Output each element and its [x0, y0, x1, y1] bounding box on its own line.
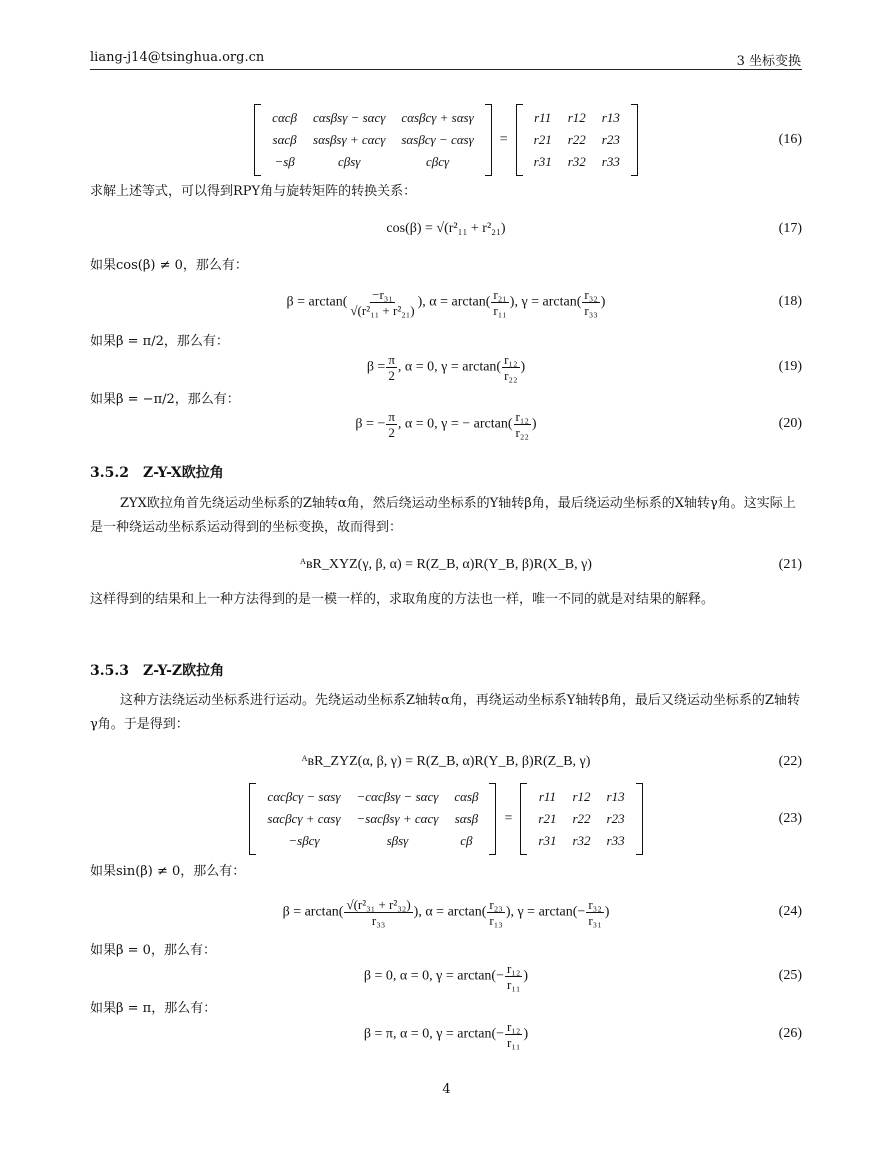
- eq22-body: ᴬʙR_ZYZ(α, β, γ) = R(Z_B, α)R(Y_B, β)R(Z_B, γ): [301, 754, 591, 769]
- matrix-cell: r32: [572, 833, 591, 848]
- eq20-frac2: [514, 409, 531, 440]
- matrix-cell: sαsβcγ − cαsγ: [401, 132, 474, 147]
- eq24-frac2: [487, 897, 504, 928]
- eq20-a: β = −: [355, 416, 386, 432]
- eq25-c: ): [523, 968, 529, 984]
- matrix-cell: r32: [567, 154, 586, 169]
- eq20-frac1-den: 2: [388, 424, 395, 440]
- section-heading-3-5-2: [90, 462, 224, 482]
- matrix-cell: r12: [567, 110, 586, 125]
- equation-17: [90, 216, 802, 242]
- equation-22: [90, 749, 802, 775]
- paragraph-rpy: 求解上述等式，可以得到RPY角与旋转矩阵的转换关系：: [90, 184, 417, 199]
- matrix-cell: −cαcβsγ − sαcγ: [356, 789, 439, 804]
- eq24-frac1-num: √(r²₃₁ + r²₃₂): [346, 896, 411, 912]
- eq18-frac1-num: −r₃₁: [372, 286, 393, 302]
- eq19-frac2-den: r₂₂: [504, 367, 518, 383]
- eq24-c: ), α = arctan(: [413, 904, 487, 920]
- eq25-a: β = 0, α = 0, γ = arctan(−: [363, 968, 504, 984]
- equation-24: [90, 890, 802, 934]
- eq20-frac2-den: r₂₂: [515, 424, 529, 440]
- eq26-frac1-num: r₁₂: [507, 1018, 521, 1034]
- eq26-a: β = π, α = 0, γ = arctan(−: [363, 1026, 505, 1042]
- matrix-cell: cβ: [460, 833, 473, 848]
- eq24-frac3-num: r₃₂: [588, 896, 602, 912]
- paragraph-sin: 如果sin(β) ≠ 0，那么有：: [90, 864, 246, 879]
- eq18-frac2-num: r₂₁: [493, 286, 507, 302]
- eq26-c: ): [523, 1026, 529, 1042]
- eq24-g: ): [604, 904, 610, 920]
- eq18-frac3: [582, 287, 599, 318]
- matrix-cell: −sαcβsγ + cαcγ: [356, 811, 439, 826]
- eq18-frac2: [491, 287, 508, 318]
- header-rule: [90, 69, 802, 70]
- eq25-frac1: [505, 961, 522, 992]
- matrix-cell: r33: [606, 833, 625, 848]
- eq-number-25: (25): [778, 968, 802, 983]
- eq24-frac1: [344, 897, 412, 928]
- eq-number-24: (24): [778, 904, 802, 919]
- equation-25: [90, 957, 802, 995]
- matrix-lhs-16: [254, 104, 492, 176]
- eq20-e: ): [531, 416, 537, 432]
- eq25-frac1-den: r₁₁: [507, 976, 521, 992]
- eq19-a: β =: [366, 359, 386, 375]
- matrix-cell: r21: [533, 132, 552, 147]
- eq24-frac2-num: r₂₃: [489, 896, 503, 912]
- matrix-cell: r13: [601, 110, 620, 125]
- eq-number-23: (23): [778, 811, 802, 826]
- matrix-rhs-23: [520, 783, 642, 855]
- eq18-g: ): [600, 294, 606, 310]
- equation-19: [90, 348, 802, 386]
- eq18-e: ), γ = arctan(: [509, 294, 582, 310]
- eq24-frac1-den: r₃₃: [371, 912, 386, 928]
- matrix-cell: r13: [606, 789, 625, 804]
- eq19-frac2-num: r₁₂: [504, 351, 518, 367]
- paragraph-zyz: 这种方法绕运动坐标系进行运动。先绕运动坐标系Z轴转α角，再绕运动坐标系Y轴转β角，最后又绕运动坐标系的Z轴转γ角。于是得到：: [90, 693, 800, 732]
- eq18-c: ), α = arctan(: [417, 294, 491, 310]
- matrix-rhs-16: [516, 104, 638, 176]
- eq20-frac1: [386, 409, 397, 440]
- matrix-cell: sαsβ: [454, 811, 479, 826]
- eq19-frac2: [502, 352, 519, 383]
- equation-18: [90, 280, 802, 324]
- matrix-cell: r22: [572, 811, 591, 826]
- matrix-cell: r23: [601, 132, 620, 147]
- equation-21: [90, 552, 802, 578]
- paragraph-beta-neg-pi2: 如果β = −π/2，那么有：: [90, 392, 240, 407]
- eq19-e: ): [520, 359, 526, 375]
- matrix-cell: r31: [538, 833, 557, 848]
- section-title: Z-Y-Z欧拉角: [142, 663, 225, 679]
- eq21-body: ᴬʙR_XYZ(γ, β, α) = R(Z_B, α)R(Y_B, β)R(X_B, γ): [300, 557, 592, 572]
- paragraph-beta-zero: 如果β = 0，那么有：: [90, 943, 216, 958]
- eq18-a: β = arctan(: [286, 294, 348, 310]
- section-heading-3-5-3: [90, 660, 224, 680]
- matrix-cell: r31: [533, 154, 552, 169]
- matrix-cell: sαcβcγ + cαsγ: [267, 811, 341, 826]
- eq-number-17: (17): [778, 221, 802, 236]
- matrix-cell: r23: [606, 811, 625, 826]
- eq-number-21: (21): [778, 557, 802, 572]
- matrix-cell: r11: [534, 110, 552, 125]
- eq-number-20: (20): [778, 416, 802, 431]
- eq-number-16: (16): [778, 132, 802, 147]
- matrix-cell: −sβ: [274, 154, 295, 169]
- eq20-frac2-num: r₁₂: [515, 408, 529, 424]
- eq18-frac3-num: r₃₂: [584, 286, 598, 302]
- eq26-frac1: [505, 1019, 522, 1050]
- equation-16: cαcβ cαsβsγ − sαcγ cαsβcγ + sαsγ sαcβ sαsβsγ + cαcγ sαsβcγ − cαsγ −sβ cβsγ cβcγ = r11 r12 r13 r21 r22 r23 r31 r32 r33 (16): [90, 104, 802, 176]
- equation-23: cαcβcγ − sαsγ −cαcβsγ − sαcγ cαsβ sαcβcγ + cαsγ −sαcβsγ + cαcγ sαsβ −sβcγ sβsγ cβ = r11 r12 r13 r21 r22 r23 r31 r32 r33 (23): [90, 783, 802, 855]
- matrix-cell: r11: [538, 789, 556, 804]
- eq-number-18: (18): [778, 294, 802, 309]
- equation-20: [90, 405, 802, 443]
- paragraph-cos: 如果cos(β) ≠ 0，那么有：: [90, 258, 248, 273]
- section-number: 3.5.3: [90, 663, 129, 679]
- equation-26: [90, 1015, 802, 1053]
- eq19-frac1-num: π: [388, 351, 395, 367]
- matrix-cell: cαsβ: [454, 789, 479, 804]
- eq25-frac1-num: r₁₂: [507, 960, 521, 976]
- eq20-c: , α = 0, γ = − arctan(: [397, 416, 513, 432]
- paragraph-zyx: ZYX欧拉角首先绕运动坐标系的Z轴转α角，然后绕运动坐标系的Y轴转β角，最后绕运动坐标系的X轴转γ角。这实际上是一种绕运动坐标系运动得到的坐标变换，故而得到：: [90, 496, 796, 535]
- matrix-cell: cαcβcγ − sαsγ: [267, 789, 341, 804]
- matrix-cell: cβcγ: [425, 154, 450, 169]
- matrix-cell: r21: [538, 811, 557, 826]
- eq20-frac1-num: π: [388, 408, 395, 424]
- matrix-cell: cβsγ: [337, 154, 361, 169]
- eq24-frac3-den: r₃₁: [588, 912, 602, 928]
- eq18-frac2-den: r₁₁: [493, 302, 507, 318]
- section-title: Z-Y-X欧拉角: [142, 465, 224, 481]
- paragraph-same-result: 这样得到的结果和上一种方法得到的是一模一样的，求取角度的方法也一样，唯一不同的就是对结果的解释。: [90, 592, 715, 607]
- eq-number-19: (19): [778, 359, 802, 374]
- matrix-cell: r33: [601, 154, 620, 169]
- eq19-frac1: [386, 352, 397, 383]
- header-chapter: 3 坐标变换: [736, 54, 801, 69]
- matrix-cell: cαcβ: [272, 110, 298, 125]
- eq-number-22: (22): [778, 754, 802, 769]
- eq24-a: β = arctan(: [282, 904, 344, 920]
- eq26-frac1-den: r₁₁: [507, 1034, 521, 1050]
- paragraph-beta-pi2: 如果β = π/2，那么有：: [90, 334, 229, 349]
- eq18-frac1-den: √(r²₁₁ + r²₂₁): [350, 302, 415, 318]
- matrix-lhs-23: [249, 783, 496, 855]
- eq19-c: , α = 0, γ = arctan(: [397, 359, 502, 375]
- matrix-cell: r22: [567, 132, 586, 147]
- matrix-cell: sαsβsγ + cαcγ: [313, 132, 386, 147]
- matrix-cell: cαsβcγ + sαsγ: [401, 110, 474, 125]
- section-number: 3.5.2: [90, 465, 129, 481]
- matrix-cell: sβsγ: [386, 833, 409, 848]
- eq18-frac3-den: r₃₃: [584, 302, 598, 318]
- paragraph-beta-pi: 如果β = π，那么有：: [90, 1001, 217, 1016]
- eq18-frac1: [348, 287, 416, 318]
- eq19-frac1-den: 2: [388, 367, 395, 383]
- eq24-frac3: [586, 897, 603, 928]
- eq24-e: ), γ = arctan(−: [505, 904, 586, 920]
- eq24-frac2-den: r₁₃: [489, 912, 503, 928]
- matrix-cell: −sβcγ: [288, 833, 320, 848]
- matrix-cell: r12: [572, 789, 591, 804]
- matrix-cell: cαsβsγ − sαcγ: [313, 110, 386, 125]
- eq17-body: cos(β) = √(r²₁₁ + r²₂₁): [386, 221, 506, 236]
- eq-number-26: (26): [778, 1026, 802, 1041]
- matrix-cell: sαcβ: [272, 132, 297, 147]
- page-number: 4: [442, 1082, 451, 1097]
- header-email: liang-j14@tsinghua.org.cn: [90, 50, 265, 65]
